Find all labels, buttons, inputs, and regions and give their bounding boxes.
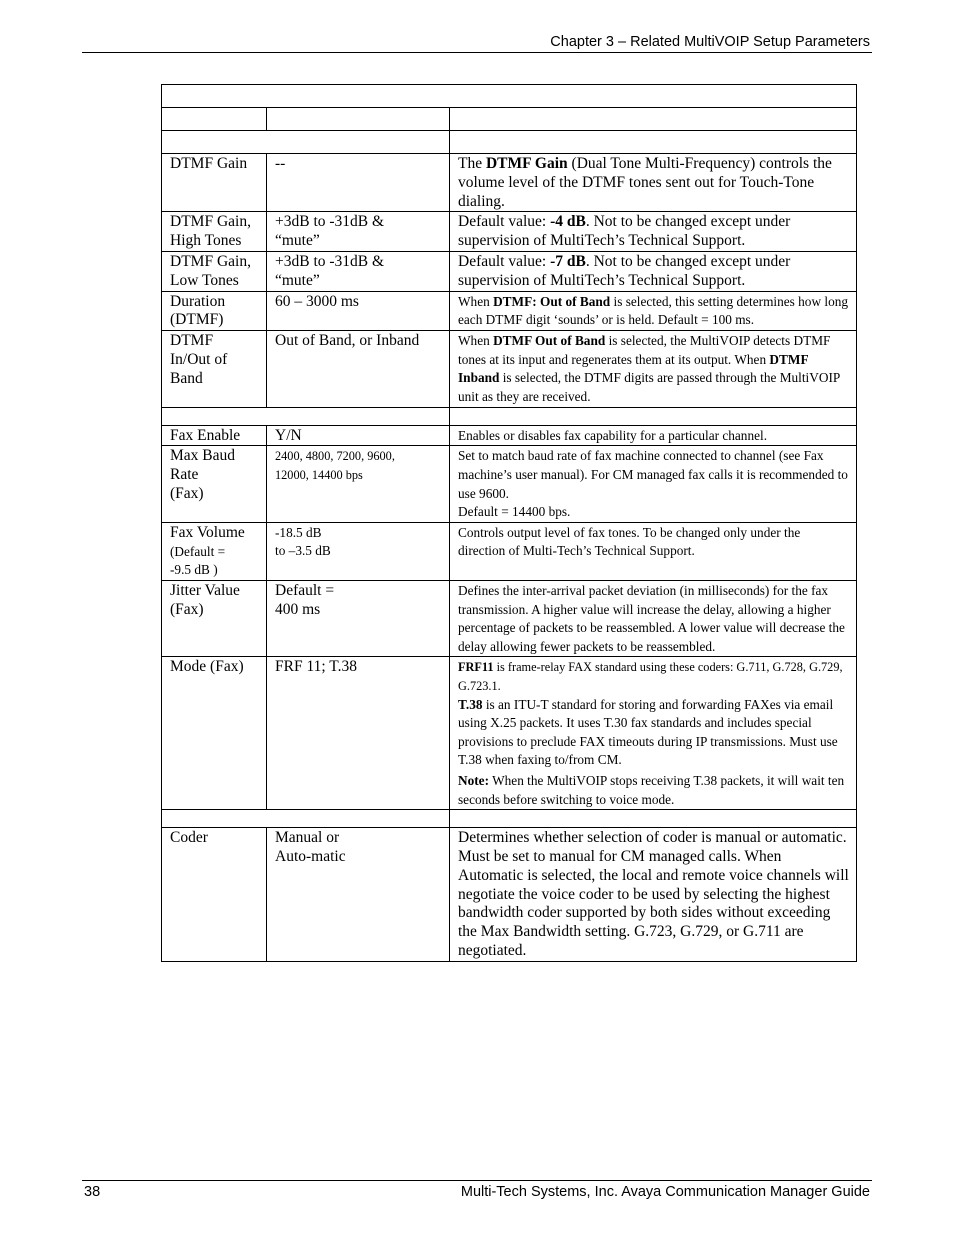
section-cell bbox=[162, 407, 450, 425]
table-row bbox=[162, 291, 857, 331]
section-row-fax bbox=[162, 407, 857, 425]
table-row bbox=[162, 331, 857, 407]
param-name: DTMF Gain bbox=[162, 154, 267, 212]
param-values: FRF 11; T.38 bbox=[267, 657, 450, 810]
page-number: 38 bbox=[84, 1184, 101, 1200]
section-row-dtmf bbox=[162, 131, 857, 154]
param-values: -- bbox=[267, 154, 450, 212]
table-title-cell bbox=[162, 85, 857, 108]
table-header-row bbox=[162, 108, 857, 131]
table-row bbox=[162, 446, 857, 522]
param-name: Duration (DTMF) bbox=[162, 291, 267, 331]
param-description: Default value: -7 dB. Not to be changed except under supervision of MultiTech’s Technical Support. bbox=[450, 251, 857, 291]
param-description: Default value: -4 dB. Not to be changed except under supervision of MultiTech’s Technical Support. bbox=[450, 212, 857, 252]
param-description: When DTMF Out of Band is selected, the MultiVOIP detects DTMF tones at its input and regenerates them at its output. When DTMF Inband is selected, the DTMF digits are passed through the MultiVOIP unit as they are received. bbox=[450, 331, 857, 407]
publication-title: Multi-Tech Systems, Inc. Avaya Communication Manager Guide bbox=[460, 1184, 870, 1200]
section-cell bbox=[450, 131, 857, 154]
param-description: Set to match baud rate of fax machine connected to channel (see Fax machine’s user manual). For CM managed fax calls it is recommended to use 9600. Default = 14400 bps. bbox=[450, 446, 857, 522]
table-row bbox=[162, 828, 857, 962]
table-row bbox=[162, 154, 857, 212]
param-description: When DTMF: Out of Band is selected, this setting determines how long each DTMF digit ‘sounds’ or is held. Default = 100 ms. bbox=[450, 291, 857, 331]
table-row bbox=[162, 657, 857, 810]
param-values: Out of Band, or Inband bbox=[267, 331, 450, 407]
param-name: DTMF Gain, Low Tones bbox=[162, 251, 267, 291]
table-title-row bbox=[162, 85, 857, 108]
param-values: Default = 400 ms bbox=[267, 581, 450, 657]
param-name: Max Baud Rate (Fax) bbox=[162, 446, 267, 522]
section-cell bbox=[450, 407, 857, 425]
section-cell bbox=[162, 810, 450, 828]
param-values: +3dB to -31dB & “mute” bbox=[267, 251, 450, 291]
param-name: DTMF In/Out of Band bbox=[162, 331, 267, 407]
table-row bbox=[162, 212, 857, 252]
section-cell bbox=[450, 810, 857, 828]
param-description: FRF11 is frame-relay FAX standard using these coders: G.711, G.728, G.729, G.723.1. T.38 is an ITU-T standard for storing and forwarding FAXes via email using X.25 packets. It uses T.30 fax standards and includes special provisions to preclude FAX timeouts during IP transmissions. Must use T.38 when faxing to/from CM. Note: When the MultiVOIP stops receiving T.38 packets, it will wait ten seconds before switching to voice mode. bbox=[450, 657, 857, 810]
section-cell bbox=[162, 131, 450, 154]
parameters-table bbox=[161, 84, 857, 962]
param-name: Jitter Value (Fax) bbox=[162, 581, 267, 657]
param-values: Manual or Auto-matic bbox=[267, 828, 450, 962]
header-cell-description bbox=[450, 108, 857, 131]
param-description: Controls output level of fax tones. To be changed only under the direction of Multi-Tech’s Technical Support. bbox=[450, 522, 857, 580]
param-values: +3dB to -31dB & “mute” bbox=[267, 212, 450, 252]
param-description: Determines whether selection of coder is manual or automatic. Must be set to manual for CM managed calls. When Automatic is selected, the local and remote voice channels will negotiate the voice coder to be used by selecting the highest bandwidth coder supported by both sides without exceeding the Max Bandwidth setting. G.723, G.729, or G.711 are negotiated. bbox=[450, 828, 857, 962]
table-row bbox=[162, 425, 857, 446]
param-values: Y/N bbox=[267, 425, 450, 446]
header-cell-parameter bbox=[162, 108, 267, 131]
table-row bbox=[162, 522, 857, 580]
param-name: Fax Enable bbox=[162, 425, 267, 446]
param-name: DTMF Gain, High Tones bbox=[162, 212, 267, 252]
table-row bbox=[162, 251, 857, 291]
param-description: Enables or disables fax capability for a particular channel. bbox=[450, 425, 857, 446]
param-name: Mode (Fax) bbox=[162, 657, 267, 810]
param-description: The DTMF Gain (Dual Tone Multi-Frequency) controls the volume level of the DTMF tones sent out for Touch-Tone dialing. bbox=[450, 154, 857, 212]
footer-divider bbox=[82, 1180, 872, 1181]
section-row-coder bbox=[162, 810, 857, 828]
param-name: Fax Volume (Default = -9.5 dB ) bbox=[162, 522, 267, 580]
header-cell-values bbox=[267, 108, 450, 131]
param-values: 60 – 3000 ms bbox=[267, 291, 450, 331]
chapter-header: Chapter 3 – Related MultiVOIP Setup Parameters bbox=[550, 34, 870, 50]
param-description: Defines the inter-arrival packet deviation (in milliseconds) for the fax transmission. A higher value will increase the delay, allowing a higher percentage of packets to be reassembled. A lower value will decrease the delay allowing fewer packets to be reassembled. bbox=[450, 581, 857, 657]
header-divider bbox=[82, 52, 872, 53]
param-name: Coder bbox=[162, 828, 267, 962]
table-row bbox=[162, 581, 857, 657]
param-values: 2400, 4800, 7200, 9600, 12000, 14400 bps bbox=[267, 446, 450, 522]
param-values: -18.5 dB to –3.5 dB bbox=[267, 522, 450, 580]
